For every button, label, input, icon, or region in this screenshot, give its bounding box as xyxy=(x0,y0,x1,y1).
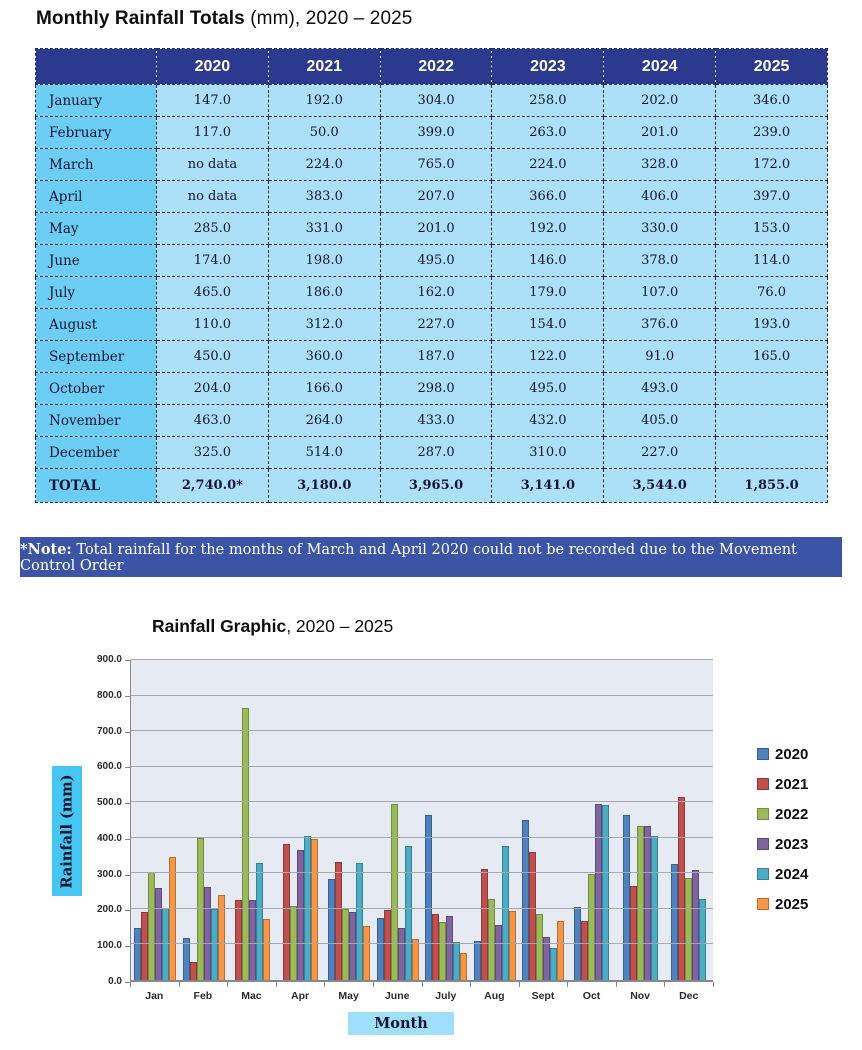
value-cell: 201.0 xyxy=(380,213,492,245)
value-cell: 3,180.0 xyxy=(268,469,380,503)
chart-legend xyxy=(757,744,808,924)
value-cell: 162.0 xyxy=(380,277,492,309)
legend-swatch-2020 xyxy=(757,748,769,760)
value-cell: 399.0 xyxy=(380,117,492,149)
bar-2023 xyxy=(398,928,405,980)
bar-2022 xyxy=(391,804,398,980)
x-tick-mark xyxy=(664,982,665,987)
value-cell: 202.0 xyxy=(604,85,716,117)
bar-2022 xyxy=(488,899,495,980)
bar-2021 xyxy=(529,852,536,980)
x-tick-mark xyxy=(470,982,471,987)
value-cell xyxy=(716,437,828,469)
bar-2020 xyxy=(623,815,630,980)
y-tick-mark xyxy=(125,875,130,876)
x-tick-mark xyxy=(567,982,568,987)
value-cell: 239.0 xyxy=(716,117,828,149)
bar-2021 xyxy=(283,844,290,980)
table-row xyxy=(36,117,828,149)
value-cell: 76.0 xyxy=(716,277,828,309)
y-tick-mark xyxy=(125,767,130,768)
value-cell: 465.0 xyxy=(157,277,269,309)
legend-item-2021 xyxy=(757,774,808,794)
value-cell xyxy=(716,373,828,405)
note-label: *Note: xyxy=(20,540,72,558)
rainfall-table xyxy=(35,48,828,503)
month-cell: March xyxy=(36,149,157,181)
value-cell: 207.0 xyxy=(380,181,492,213)
value-cell: 192.0 xyxy=(492,213,604,245)
bar-2021 xyxy=(581,921,588,980)
bar-2022 xyxy=(637,826,644,980)
value-cell: 3,141.0 xyxy=(492,469,604,503)
x-tick-mark xyxy=(422,982,423,987)
legend-label: 2024 xyxy=(775,865,809,883)
x-tick-label: Feb xyxy=(193,990,213,1002)
value-cell: 3,965.0 xyxy=(380,469,492,503)
bar-2020 xyxy=(671,864,678,980)
value-cell: no data xyxy=(157,149,269,181)
y-tick-label: 200.0 xyxy=(96,904,122,916)
bar-2020 xyxy=(522,820,529,980)
value-cell: 2,740.0* xyxy=(157,469,269,503)
bar-group xyxy=(277,660,326,980)
value-cell: 172.0 xyxy=(716,149,828,181)
note-body: Total rainfall for the months of March and April 2020 could not be recorded due to the Movement Control Order xyxy=(20,541,797,574)
value-cell: 405.0 xyxy=(604,405,716,437)
bar-series-container xyxy=(131,660,713,980)
x-tick-label: May xyxy=(338,990,359,1002)
month-cell: July xyxy=(36,277,157,309)
value-cell: 493.0 xyxy=(604,373,716,405)
value-cell: 366.0 xyxy=(492,181,604,213)
table-row xyxy=(36,309,828,341)
x-tick-mark xyxy=(276,982,277,987)
gridline xyxy=(131,695,713,696)
bar-2021 xyxy=(432,914,439,980)
x-axis-title xyxy=(348,1012,454,1035)
x-tick-mark xyxy=(713,982,714,987)
page-title xyxy=(36,8,412,30)
x-tick-mark xyxy=(324,982,325,987)
bar-2025 xyxy=(557,921,564,980)
gridline xyxy=(131,801,713,802)
table-row xyxy=(36,149,828,181)
bar-2023 xyxy=(204,887,211,981)
value-cell: 310.0 xyxy=(492,437,604,469)
bar-2021 xyxy=(678,797,685,980)
value-cell: 514.0 xyxy=(268,437,380,469)
table-row xyxy=(36,405,828,437)
bar-group xyxy=(180,660,229,980)
gridline xyxy=(131,766,713,767)
value-cell: 378.0 xyxy=(604,245,716,277)
value-cell: 186.0 xyxy=(268,277,380,309)
bar-2025 xyxy=(263,919,270,980)
value-cell: 433.0 xyxy=(380,405,492,437)
y-tick-mark xyxy=(125,946,130,947)
x-tick-mark xyxy=(616,982,617,987)
value-cell: 328.0 xyxy=(604,149,716,181)
value-cell: 166.0 xyxy=(268,373,380,405)
bar-2022 xyxy=(685,878,692,980)
x-tick-label: Dec xyxy=(679,990,699,1002)
y-tick-label: 100.0 xyxy=(96,940,122,952)
x-tick-label: Mac xyxy=(241,990,262,1002)
bar-group xyxy=(616,660,665,980)
legend-item-2020 xyxy=(757,744,808,764)
value-cell: 263.0 xyxy=(492,117,604,149)
bar-2023 xyxy=(249,900,256,980)
plot-area xyxy=(130,660,713,982)
chart-title-bold: Rainfall Graphic xyxy=(152,616,287,636)
y-tick-label: 300.0 xyxy=(96,868,122,880)
bar-2025 xyxy=(311,839,318,980)
bar-2024 xyxy=(356,863,363,980)
bar-group xyxy=(471,660,520,980)
page-title-rest: (mm), 2020 – 2025 xyxy=(244,8,413,29)
value-cell: 122.0 xyxy=(492,341,604,373)
value-cell: 154.0 xyxy=(492,309,604,341)
value-cell: 146.0 xyxy=(492,245,604,277)
bar-2022 xyxy=(439,922,446,980)
legend-label: 2020 xyxy=(775,745,809,763)
value-cell: 312.0 xyxy=(268,309,380,341)
note-bar xyxy=(20,537,842,577)
x-tick-label: July xyxy=(435,990,457,1002)
bar-2022 xyxy=(197,838,204,980)
month-cell: August xyxy=(36,309,157,341)
header-year-cell: 2023 xyxy=(492,49,604,85)
legend-item-2023 xyxy=(757,834,808,854)
header-year-cell: 2025 xyxy=(716,49,828,85)
value-cell: 153.0 xyxy=(716,213,828,245)
value-cell: 174.0 xyxy=(157,245,269,277)
bar-2024 xyxy=(550,948,557,980)
chart-title-rest: , 2020 – 2025 xyxy=(286,616,394,636)
value-cell: 114.0 xyxy=(716,245,828,277)
value-cell: 304.0 xyxy=(380,85,492,117)
bar-2021 xyxy=(141,912,148,980)
value-cell: 179.0 xyxy=(492,277,604,309)
value-cell: no data xyxy=(157,181,269,213)
bar-2024 xyxy=(453,942,460,980)
header-year-cell: 2020 xyxy=(157,49,269,85)
rainfall-table-body xyxy=(36,85,828,503)
value-cell: 224.0 xyxy=(268,149,380,181)
legend-item-2024 xyxy=(757,864,808,884)
bar-2024 xyxy=(405,846,412,980)
legend-label: 2022 xyxy=(775,805,809,823)
bar-group xyxy=(374,660,423,980)
bar-2025 xyxy=(509,911,516,980)
value-cell: 3,544.0 xyxy=(604,469,716,503)
value-cell: 227.0 xyxy=(380,309,492,341)
x-tick-label: June xyxy=(384,990,410,1002)
header-year-cell: 2021 xyxy=(268,49,380,85)
month-cell: December xyxy=(36,437,157,469)
value-cell: 376.0 xyxy=(604,309,716,341)
bar-2022 xyxy=(588,874,595,980)
bar-2024 xyxy=(256,863,263,980)
value-cell: 107.0 xyxy=(604,277,716,309)
value-cell: 330.0 xyxy=(604,213,716,245)
bar-group xyxy=(665,660,714,980)
bar-group xyxy=(422,660,471,980)
legend-swatch-2025 xyxy=(757,898,769,910)
month-cell: November xyxy=(36,405,157,437)
value-cell: 110.0 xyxy=(157,309,269,341)
legend-item-2022 xyxy=(757,804,808,824)
rainfall-chart xyxy=(0,598,862,1050)
table-row xyxy=(36,341,828,373)
bar-2023 xyxy=(644,826,651,980)
value-cell: 331.0 xyxy=(268,213,380,245)
y-tick-label: 0.0 xyxy=(108,976,122,987)
month-cell: June xyxy=(36,245,157,277)
value-cell: 193.0 xyxy=(716,309,828,341)
bar-2021 xyxy=(384,910,391,980)
table-row xyxy=(36,437,828,469)
month-cell: May xyxy=(36,213,157,245)
legend-swatch-2023 xyxy=(757,838,769,850)
header-corner-cell xyxy=(36,49,157,85)
bar-2023 xyxy=(495,925,502,980)
y-tick-label: 500.0 xyxy=(96,797,122,809)
header-row xyxy=(36,49,828,85)
value-cell: 285.0 xyxy=(157,213,269,245)
value-cell: 91.0 xyxy=(604,341,716,373)
table-row xyxy=(36,213,828,245)
bar-group xyxy=(131,660,180,980)
bar-group xyxy=(568,660,617,980)
bar-2022 xyxy=(536,914,543,980)
value-cell: 198.0 xyxy=(268,245,380,277)
x-tick-mark xyxy=(227,982,228,987)
y-axis-title-text: Rainfall (mm) xyxy=(58,774,76,888)
x-tick-label: Nov xyxy=(630,990,651,1002)
rainfall-table-header xyxy=(36,49,828,85)
value-cell: 495.0 xyxy=(492,373,604,405)
value-cell: 383.0 xyxy=(268,181,380,213)
bar-2024 xyxy=(502,846,509,980)
bar-2020 xyxy=(183,938,190,980)
bar-2021 xyxy=(190,962,197,980)
value-cell: 325.0 xyxy=(157,437,269,469)
bar-group xyxy=(228,660,277,980)
bar-2020 xyxy=(425,815,432,980)
bar-2024 xyxy=(699,899,706,980)
table-row xyxy=(36,85,828,117)
x-tick-label: Aug xyxy=(484,990,505,1002)
value-cell: 298.0 xyxy=(380,373,492,405)
value-cell: 346.0 xyxy=(716,85,828,117)
value-cell: 495.0 xyxy=(380,245,492,277)
bar-2020 xyxy=(377,918,384,980)
legend-swatch-2024 xyxy=(757,868,769,880)
x-axis-title-text: Month xyxy=(374,1015,428,1032)
x-tick-mark xyxy=(519,982,520,987)
value-cell: 224.0 xyxy=(492,149,604,181)
bar-2023 xyxy=(297,850,304,980)
value-cell: 50.0 xyxy=(268,117,380,149)
value-cell: 227.0 xyxy=(604,437,716,469)
bar-2025 xyxy=(363,926,370,980)
bar-2023 xyxy=(692,870,699,980)
y-tick-label: 600.0 xyxy=(96,761,122,773)
x-tick-label: Jan xyxy=(145,990,164,1002)
value-cell: 258.0 xyxy=(492,85,604,117)
y-tick-label: 800.0 xyxy=(96,689,122,701)
bar-2021 xyxy=(481,869,488,980)
table-row xyxy=(36,245,828,277)
y-tick-label: 900.0 xyxy=(96,654,122,665)
value-cell: 765.0 xyxy=(380,149,492,181)
y-tick-mark xyxy=(125,696,130,697)
bar-group xyxy=(325,660,374,980)
bar-2025 xyxy=(412,939,419,980)
x-tick-mark xyxy=(373,982,374,987)
bar-2023 xyxy=(595,804,602,980)
x-tick-mark xyxy=(130,982,131,987)
value-cell: 117.0 xyxy=(157,117,269,149)
gridline xyxy=(131,872,713,873)
legend-item-2025 xyxy=(757,894,808,914)
bar-2023 xyxy=(349,912,356,980)
bar-2021 xyxy=(630,886,637,980)
legend-label: 2023 xyxy=(775,835,809,853)
x-tick-label: Apr xyxy=(290,990,310,1002)
page-title-bold: Monthly Rainfall Totals xyxy=(36,8,245,29)
bar-2022 xyxy=(148,872,155,980)
legend-label: 2025 xyxy=(775,895,809,913)
value-cell: 360.0 xyxy=(268,341,380,373)
x-tick-label: Oct xyxy=(582,990,601,1002)
y-tick-mark xyxy=(125,839,130,840)
bar-2023 xyxy=(446,916,453,980)
value-cell: 187.0 xyxy=(380,341,492,373)
legend-swatch-2021 xyxy=(757,778,769,790)
note-text xyxy=(20,541,842,574)
legend-swatch-2022 xyxy=(757,808,769,820)
table-row xyxy=(36,469,828,503)
value-cell: 406.0 xyxy=(604,181,716,213)
header-year-cell: 2024 xyxy=(604,49,716,85)
month-cell: TOTAL xyxy=(36,469,157,503)
header-year-cell: 2022 xyxy=(380,49,492,85)
bar-2021 xyxy=(335,862,342,980)
legend-label: 2021 xyxy=(775,775,809,793)
gridline xyxy=(131,730,713,731)
bar-2022 xyxy=(242,708,249,980)
y-tick-mark xyxy=(125,803,130,804)
bar-2025 xyxy=(169,857,176,980)
value-cell: 397.0 xyxy=(716,181,828,213)
value-cell xyxy=(716,405,828,437)
value-cell: 147.0 xyxy=(157,85,269,117)
bar-2020 xyxy=(134,928,141,980)
bar-2024 xyxy=(602,805,609,980)
value-cell: 463.0 xyxy=(157,405,269,437)
y-tick-label: 400.0 xyxy=(96,832,122,844)
bar-2021 xyxy=(235,900,242,980)
y-tick-mark xyxy=(125,660,130,661)
gridline xyxy=(131,837,713,838)
bar-2023 xyxy=(155,888,162,980)
value-cell: 165.0 xyxy=(716,341,828,373)
y-tick-mark xyxy=(125,732,130,733)
table-row xyxy=(36,181,828,213)
value-cell: 204.0 xyxy=(157,373,269,405)
bar-2025 xyxy=(460,953,467,980)
table-row xyxy=(36,373,828,405)
month-cell: October xyxy=(36,373,157,405)
month-cell: February xyxy=(36,117,157,149)
bar-group xyxy=(519,660,568,980)
bar-2020 xyxy=(328,879,335,980)
y-tick-mark xyxy=(125,910,130,911)
y-tick-label: 700.0 xyxy=(96,725,122,737)
gridline xyxy=(131,943,713,944)
value-cell: 264.0 xyxy=(268,405,380,437)
value-cell: 192.0 xyxy=(268,85,380,117)
chart-title xyxy=(152,616,393,637)
value-cell: 432.0 xyxy=(492,405,604,437)
value-cell: 450.0 xyxy=(157,341,269,373)
x-tick-label: Sept xyxy=(531,990,555,1002)
bar-2020 xyxy=(474,941,481,980)
value-cell: 1,855.0 xyxy=(716,469,828,503)
month-cell: January xyxy=(36,85,157,117)
x-tick-mark xyxy=(179,982,180,987)
month-cell: April xyxy=(36,181,157,213)
gridline xyxy=(131,659,713,660)
value-cell: 201.0 xyxy=(604,117,716,149)
month-cell: September xyxy=(36,341,157,373)
table-row xyxy=(36,277,828,309)
value-cell: 287.0 xyxy=(380,437,492,469)
gridline xyxy=(131,908,713,909)
